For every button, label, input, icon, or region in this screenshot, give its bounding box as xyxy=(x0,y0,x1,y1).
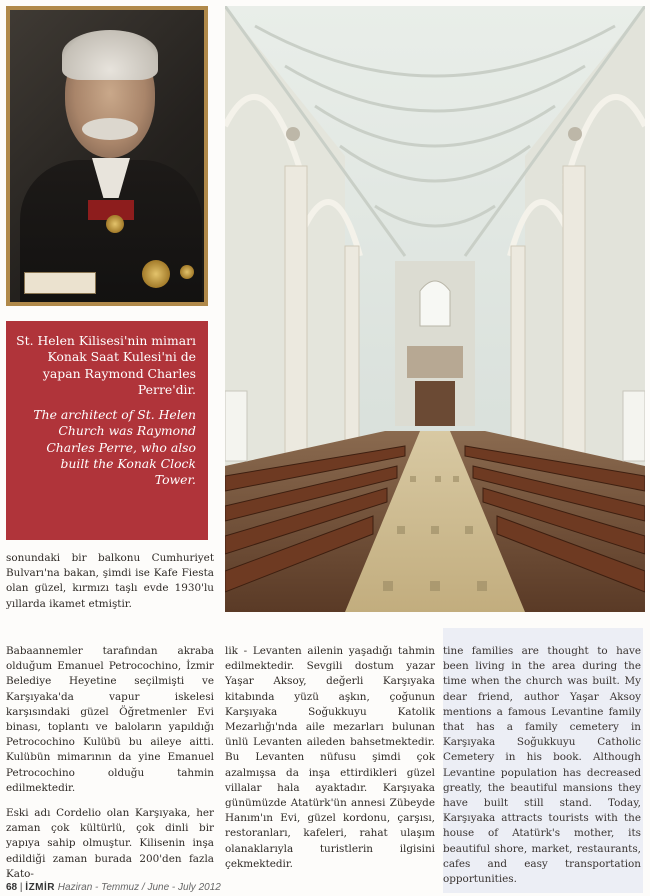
article-paragraph: Eski adı Cordelio olan Karşıyaka, her zaman çok kültürlü, çok dinli bir yapıya sahip olmuştur. Kilisenin inşa edildiği zaman burada 200'den fazla Kato- xyxy=(6,807,214,880)
article-paragraph: Babaannemler tarafından akraba olduğum Emanuel Petrocochino, İzmir Belediye Heyetine seçilmişti ve Karşıyaka'da vapur iskelesi karşısındaki güzel Öğretmenler Evi binası, toplantı ve baloların yapıldığı Petrocochino Kulübü bu aileye aitti. Kulübün mimarının da yine Emanuel Petrocochino olduğu tahmin edilmektedir. xyxy=(6,645,214,794)
footer-separator: | xyxy=(19,882,23,893)
church-interior-photo xyxy=(225,6,645,612)
caption-english: The architect of St. Helen Church was Raymond Charles Perre, who also built the Konak Clock Tower. xyxy=(33,407,196,488)
page-footer xyxy=(6,882,221,893)
portrait-medal xyxy=(106,215,124,233)
article-paragraph: lik - Levanten ailenin yaşadığı tahmin edilmektedir. Sevgili dostum yazar Yaşar Aksoy, değerli Karşıyaka kitabında yüzü aşkın, çoğunun Karşıyaka Soğukkuyu Katolik Mezarlığı'nda aile mezarları bulunan ünlü Levanten aileden bahsetmektedir. Bu Levanten nüfusu şimdi çok azalmışsa da inşa ettirdikleri güzel villalar hala ayaktadır. Karşıyaka günümüzde Atatürk'ün annesi Zübeyde Hanım'ın Evi, güzel kordonu, çarşısı, restoranları, kafeleri, rahat ulaşım olanaklarıyla turistlerin ilgisini çekmektedir. xyxy=(225,645,435,870)
article-column-1-bottom xyxy=(6,806,214,882)
article-column-1-top xyxy=(6,551,214,612)
magazine-name: İZMİR xyxy=(25,882,56,893)
article-column-1-middle xyxy=(6,644,214,796)
portrait-hair xyxy=(62,30,158,80)
article-paragraph: sonundaki bir balkonu Cumhuriyet Bulvarı'na bakan, şimdi ise Kafe Fiesta olan güzel, kırmızı taşlı evde 1930'lu yıllarda ikamet etmiştir. xyxy=(6,552,214,610)
issue-date: Haziran - Temmuz / June - July 2012 xyxy=(57,882,221,893)
page-number: 68 xyxy=(6,882,18,893)
portrait-medal xyxy=(142,260,170,288)
article-paragraph: tine families are thought to have been living in the area during the time when the church was built. My dear friend, author Yaşar Aksoy mentions a famous Levantine family that has a family cemetery in Karşıyaka Soğukkuyu Catholic Cemetery in his book. Although Levantine population has decreased greatly, the beautiful mansions they have built still stand. Today, Karşıyaka attracts tourists with the house of Atatürk's mother, its beautiful shore, market, restaurants, cafes and easy transportation opportunities. xyxy=(443,645,641,886)
church-interior-illustration xyxy=(225,6,645,612)
caption-box xyxy=(6,321,208,540)
caption-turkish: St. Helen Kilisesi'nin mimarı Konak Saat Kulesi'ni de yapan Raymond Charles Perre'dir. xyxy=(16,333,196,397)
article-column-2 xyxy=(225,644,435,872)
article-column-3-english xyxy=(443,628,643,893)
portrait-medal xyxy=(180,265,194,279)
portrait-plate xyxy=(24,272,96,294)
portrait-painting xyxy=(6,6,208,306)
portrait-mustache xyxy=(82,118,138,140)
